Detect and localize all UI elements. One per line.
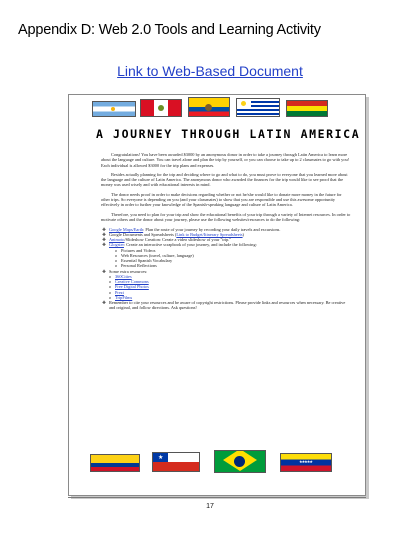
list-text: Google Documents and Spreadsheets ( — [109, 231, 177, 237]
list-text: /Slideshow Creation: Create a video slideshow of your "trip." — [124, 237, 232, 242]
glogster-link[interactable]: Glogster — [109, 242, 124, 248]
animoto-link[interactable]: Animoto — [109, 237, 125, 242]
circle-bullet-icon: o — [109, 279, 112, 284]
list-text: Remember to cite your resources and be aware of copyright restrictions. Please provide links and resources when necessary. Be creative and original, and follow directions. Ask questions! — [109, 300, 346, 311]
flags-top-row — [92, 97, 328, 117]
list-text: : Plan the route of your journey by recording your daily travels and excursions. — [143, 226, 281, 232]
circle-bullet-icon: o — [115, 258, 118, 263]
free-digital-photos-link[interactable]: Free Digital Photos — [115, 284, 149, 290]
list-text: Web Resources (travel, culture, language) — [121, 252, 194, 258]
list-text: Some extra resources: — [109, 268, 148, 274]
bullet-icon: ❖ — [102, 237, 106, 242]
page-number: 17 — [206, 503, 214, 510]
circle-bullet-icon: o — [109, 273, 112, 279]
uruguay-flag — [236, 98, 280, 117]
bullet-icon: ❖ — [102, 300, 106, 305]
prezi-link[interactable]: Prezi — [115, 289, 124, 295]
bolivia-flag — [286, 100, 328, 117]
chile-flag: ★ — [152, 452, 200, 472]
ecuador-flag — [188, 97, 230, 117]
bullet-icon: ❖ — [102, 226, 106, 232]
circle-bullet-icon: o — [115, 263, 118, 269]
paragraph-1: Congratulations! You have been awarded $3000 by an anonymous donor in order to take a journey through Latin America to learn more about the language and culture. You can travel alone and plan the trip by yourself, or you can choose to take up to 2 classmates to go with you! Each individual is allowed $3000 for the trip plans and expenses. — [101, 152, 350, 168]
colombia-flag — [90, 454, 140, 472]
brazil-flag — [214, 450, 266, 473]
list-item — [101, 300, 351, 311]
circle-bullet-icon: o — [109, 284, 112, 290]
activity-body — [101, 152, 351, 311]
list-text: : Create an interactive scrapbook of your journey, and include the following: — [123, 242, 257, 248]
bullet-icon: ❖ — [102, 242, 106, 248]
bullet-icon: ❖ — [102, 231, 106, 237]
list-text: Personal Reflections — [121, 263, 157, 269]
peru-flag — [140, 99, 182, 117]
circle-bullet-icon: o — [115, 252, 118, 258]
360cities-link[interactable]: 360Cities — [115, 273, 132, 279]
flags-bottom-row — [90, 450, 336, 472]
circle-bullet-icon: o — [115, 247, 118, 253]
footer-divider — [68, 497, 366, 498]
resource-list — [101, 227, 351, 311]
circle-bullet-icon: o — [109, 289, 112, 295]
budget-spreadsheet-link[interactable]: Link to Budget/Itinerary Spreadsheets — [176, 231, 243, 237]
venezuela-flag: ★★★★★ — [280, 453, 332, 472]
paragraph-3: The donor needs proof in order to make decisions regarding whether or not he/she would like to donate more money in the future for other trips. So everyone is depending on you (and your classmates) to show that you are responsible and use this awesome opportunity effectively in order to further your knowledge of the Spanish-speaking language and culture of Latin America. — [101, 191, 342, 208]
web-based-document-link[interactable]: Link to Web-Based Document — [117, 63, 303, 79]
page-heading: Appendix D: Web 2.0 Tools and Learning Activity — [18, 22, 321, 38]
argentina-flag — [92, 101, 136, 117]
google-maps-link[interactable]: Google Maps/Earth — [109, 226, 144, 232]
bullet-icon: ❖ — [102, 268, 106, 274]
paragraph-2: Besides actually planning for the trip and deciding where to go and what to do, you must prove to everyone that you learned more about the language and the culture of Latin America. The anonymous donor who awarded the finances for the trip would like to see proof that the money was used wisely and with educational interests in mind. — [101, 171, 348, 188]
tripfilms-link[interactable]: TripFilms — [115, 294, 133, 300]
paragraph-4: Therefore, you need to plan for your trip and show the educational benefits of your trip through a variety of Internet resources. In order to motivate others and the donor about your journey, please use the following websites/resources to do the following: — [101, 211, 351, 223]
creative-commons-link[interactable]: Creative Commons — [115, 279, 149, 284]
circle-bullet-icon: o — [109, 294, 112, 300]
list-text: Essential Spanish Vocabulary — [121, 258, 173, 263]
list-text: ) — [242, 231, 244, 237]
journey-banner-title: A JOURNEY THROUGH LATIN AMERICA — [96, 127, 361, 141]
list-text: Pictures and Videos — [121, 247, 156, 253]
